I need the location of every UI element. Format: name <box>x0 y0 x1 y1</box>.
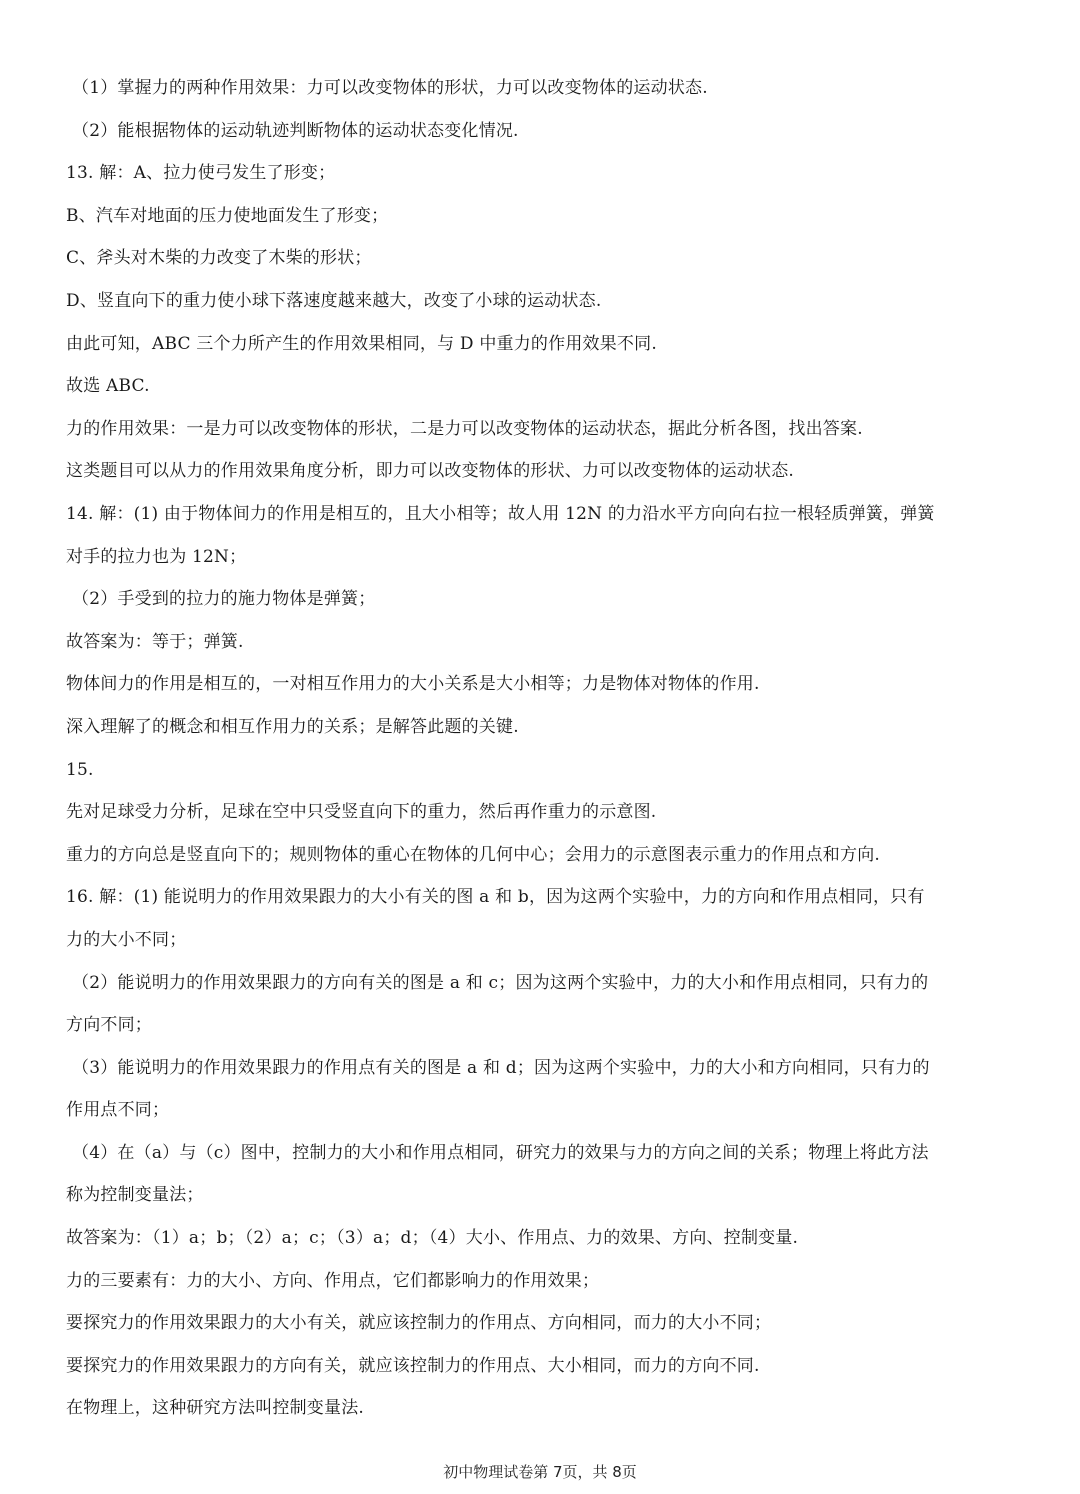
text-line: （2）能说明力的作用效果跟力的方向有关的图是 a 和 c；因为这两个实验中，力的大小和作用点相同，只有力的 <box>72 973 929 993</box>
text-line: 14. 解：(1) 由于物体间力的作用是相互的，且大小相等；故人用 12N 的力沿水平方向向右拉一根轻质弹簧，弹簧 <box>66 504 935 524</box>
text-line: C、斧头对木柴的力改变了木柴的形状； <box>66 248 372 268</box>
text-line: 故选 ABC. <box>66 376 150 396</box>
text-line: （4）在（a）与（c）图中，控制力的大小和作用点相同，研究力的效果与力的方向之间的关系；物理上将此方法 <box>72 1143 929 1163</box>
text-line: 15. <box>66 760 94 780</box>
text-line: 物体间力的作用是相互的，一对相互作用力的大小关系是大小相等；力是物体对物体的作用. <box>66 674 760 694</box>
text-line: 在物理上，这种研究方法叫控制变量法. <box>66 1398 365 1418</box>
text-line: 由此可知，ABC 三个力所产生的作用效果相同，与 D 中重力的作用效果不同. <box>66 334 657 354</box>
text-line: B、汽车对地面的压力使地面发生了形变； <box>66 206 389 226</box>
text-line: 力的大小不同； <box>66 930 187 950</box>
page-footer: 初中物理试卷第 7页，共 8页 <box>443 1463 637 1481</box>
text-line: 称为控制变量法； <box>66 1185 204 1205</box>
text-line: 13. 解：A、拉力使弓发生了形变； <box>66 163 336 183</box>
text-line: 故答案为：（1）a；b；（2）a；c；（3）a；d；（4）大小、作用点、力的效果、方向、控制变量. <box>66 1228 799 1248</box>
text-line: 这类题目可以从力的作用效果角度分析，即力可以改变物体的形状、力可以改变物体的运动状态. <box>66 461 795 481</box>
text-line: 作用点不同； <box>66 1100 170 1120</box>
text-line: 故答案为：等于；弹簧. <box>66 632 244 652</box>
text-line: 深入理解了的概念和相互作用力的关系；是解答此题的关键. <box>66 717 519 737</box>
text-line: 先对足球受力分析，足球在空中只受竖直向下的重力，然后再作重力的示意图. <box>66 802 657 822</box>
text-line: 16. 解：(1) 能说明力的作用效果跟力的大小有关的图 a 和 b，因为这两个实验中，力的方向和作用点相同，只有 <box>66 887 925 907</box>
text-line: D、竖直向下的重力使小球下落速度越来越大，改变了小球的运动状态. <box>66 291 602 311</box>
text-line: （3）能说明力的作用效果跟力的作用点有关的图是 a 和 d；因为这两个实验中，力的大小和方向相同，只有力的 <box>72 1058 930 1078</box>
text-line: 力的作用效果：一是力可以改变物体的形状，二是力可以改变物体的运动状态，据此分析各图，找出答案. <box>66 419 863 439</box>
text-line: （1）掌握力的两种作用效果：力可以改变物体的形状，力可以改变物体的运动状态. <box>72 78 708 98</box>
text-line: 要探究力的作用效果跟力的方向有关，就应该控制力的作用点、大小相同，而力的方向不同. <box>66 1356 760 1376</box>
text-line: 要探究力的作用效果跟力的大小有关，就应该控制力的作用点、方向相同，而力的大小不同； <box>66 1313 772 1333</box>
text-line: 方向不同； <box>66 1015 152 1035</box>
text-line: 对手的拉力也为 12N； <box>66 547 247 567</box>
text-line: 力的三要素有：力的大小、方向、作用点，它们都影响力的作用效果； <box>66 1271 600 1291</box>
text-line: （2）手受到的拉力的施力物体是弹簧； <box>72 589 376 609</box>
text-line: （2）能根据物体的运动轨迹判断物体的运动状态变化情况. <box>72 121 519 141</box>
text-line: 重力的方向总是竖直向下的；规则物体的重心在物体的几何中心；会用力的示意图表示重力的作用点和方向. <box>66 845 881 865</box>
